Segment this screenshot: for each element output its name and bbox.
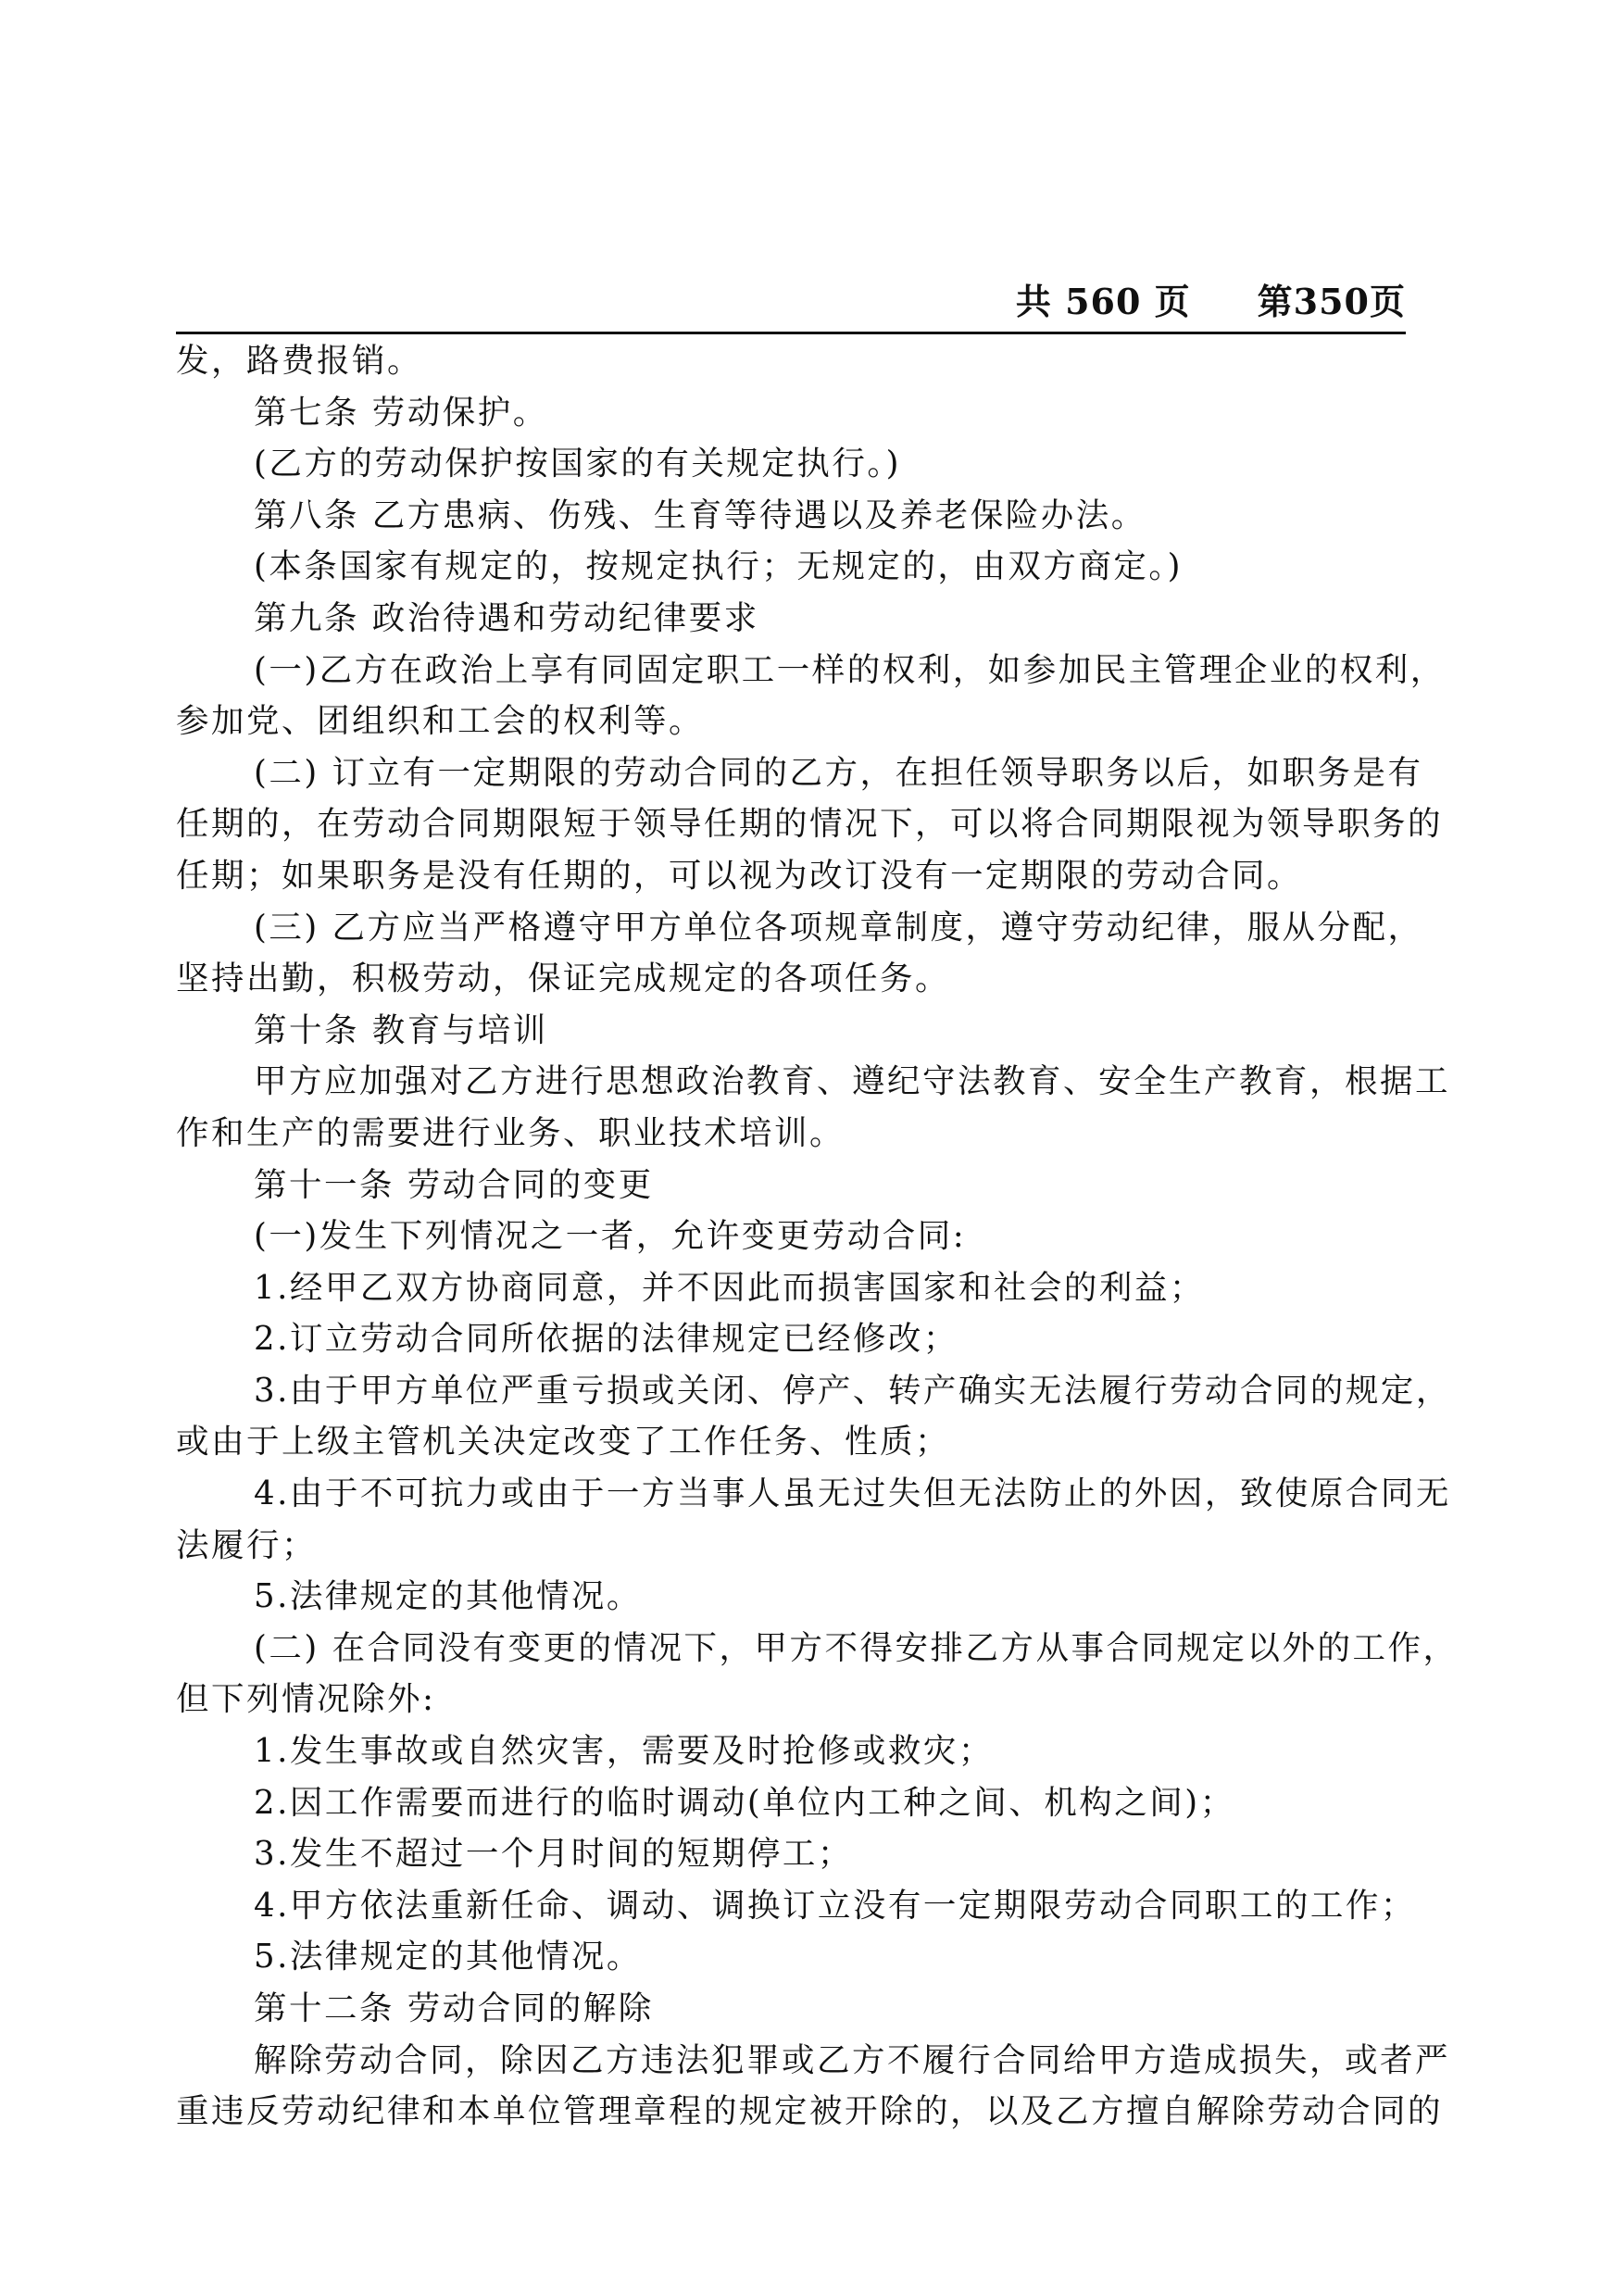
text-line: 1.发生事故或自然灾害，需要及时抢修或救灾； xyxy=(254,1732,994,1771)
page-count xyxy=(1016,280,1406,324)
text-line: (三) 乙方应当严格遵守甲方单位各项规章制度，遵守劳动纪律，服从分配， xyxy=(254,908,1423,947)
text-line: (乙方的劳动保护按国家的有关规定执行。) xyxy=(254,445,901,483)
total-pages: 共 560 页 xyxy=(1015,281,1191,322)
text-line: (本条国家有规定的，按规定执行；无规定的，由双方商定。) xyxy=(254,547,1183,586)
text-line: 坚持出勤，积极劳动，保证完成规定的各项任务。 xyxy=(176,960,951,998)
text-line: (二) 在合同没有变更的情况下，甲方不得安排乙方从事合同规定以外的工作， xyxy=(254,1628,1459,1667)
current-page: 第350页 xyxy=(1257,281,1406,322)
text-line: 第八条 乙方患病、伤残、生育等待遇以及养老保险办法。 xyxy=(254,496,1146,534)
text-line: 第十二条 劳动合同的解除 xyxy=(254,1989,654,2027)
text-line: (一)乙方在政治上享有同固定职工一样的权利，如参加民主管理企业的权利， xyxy=(254,650,1446,689)
text-line: 法履行； xyxy=(176,1525,318,1564)
text-line: 任期的，在劳动合同期限短于领导任期的情况下，可以将合同期限视为领导职务的 xyxy=(176,805,1444,844)
text-line: (二) 订立有一定期限的劳动合同的乙方，在担任领导职务以后，如职务是有 xyxy=(254,753,1423,792)
text-line: 甲方应加强对乙方进行思想政治教育、遵纪守法教育、安全生产教育，根据工 xyxy=(254,1062,1451,1101)
text-line: 参加党、团组织和工会的权利等。 xyxy=(176,702,705,741)
text-line: 5.法律规定的其他情况。 xyxy=(254,1938,642,1976)
text-line: 重违反劳动纪律和本单位管理章程的规定被开除的，以及乙方擅自解除劳动合同的 xyxy=(176,2092,1444,2131)
text-line: 第九条 政治待遇和劳动纪律要求 xyxy=(254,598,759,637)
text-line: 第十一条 劳动合同的变更 xyxy=(254,1165,654,1204)
text-line: 5.法律规定的其他情况。 xyxy=(254,1577,642,1616)
text-line: 2.因工作需要而进行的临时调动(单位内工种之间、机构之间)； xyxy=(254,1783,1235,1822)
text-line: 1.经甲乙双方协商同意，并不因此而损害国家和社会的利益； xyxy=(254,1268,1205,1307)
text-line: 3.发生不超过一个月时间的短期停工； xyxy=(254,1835,853,1874)
text-line: 第十条 教育与培训 xyxy=(254,1010,548,1049)
text-line: 解除劳动合同，除因乙方违法犯罪或乙方不履行合同给甲方造成损失，或者严 xyxy=(254,2040,1451,2079)
text-line: 4.由于不可抗力或由于一方当事人虽无过失但无法防止的外因，致使原合同无 xyxy=(254,1474,1451,1513)
text-line: (一)发生下列情况之一者，允许变更劳动合同: xyxy=(254,1217,967,1256)
text-line: 2.订立劳动合同所依据的法律规定已经修改； xyxy=(254,1320,958,1359)
text-line: 4.甲方依法重新任命、调动、调换订立没有一定期限劳动合同职工的工作； xyxy=(254,1886,1416,1925)
text-line: 或由于上级主管机关决定改变了工作任务、性质； xyxy=(176,1423,951,1462)
text-line: 第七条 劳动保护。 xyxy=(254,393,548,432)
contract-body-text xyxy=(176,335,1459,2138)
text-line: 3.由于甲方单位严重亏损或关闭、停产、转产确实无法履行劳动合同的规定， xyxy=(254,1371,1451,1410)
text-line: 作和生产的需要进行业务、职业技术培训。 xyxy=(176,1113,846,1152)
text-line: 任期；如果职务是没有任期的，可以视为改订没有一定期限的劳动合同。 xyxy=(176,856,1303,895)
page-header xyxy=(176,276,1406,334)
text-line: 发，路费报销。 xyxy=(176,342,423,380)
text-line: 但下列情况除外: xyxy=(176,1680,436,1719)
